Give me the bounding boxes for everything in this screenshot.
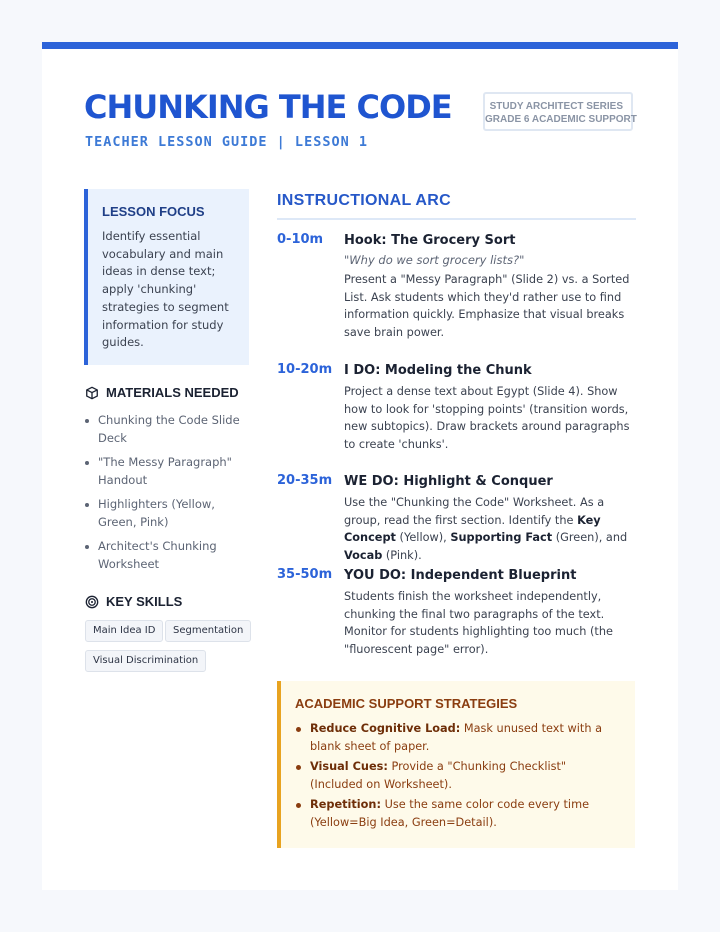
arc-step-quote: "Why do we sort grocery lists?" [344, 253, 525, 267]
strategy-label: Repetition: [310, 798, 381, 811]
strategy-label: Visual Cues: [310, 760, 388, 773]
arc-step-description: Present a "Messy Paragraph" (Slide 2) vs. a Sorted List. Ask students which they'd rather use to find information quickly. Emphasize that visual breaks save brain power. [344, 273, 630, 340]
academic-support-box [277, 681, 635, 848]
list-item [295, 720, 621, 755]
list-item [295, 758, 621, 793]
list-item [295, 796, 621, 831]
strategy-text: Provide a "Chunking Checklist" (Included on Worksheet). [310, 760, 567, 791]
arc-step-title: Hook: The Grocery Sort [344, 233, 516, 248]
list-item: Architect's Chunking Worksheet [85, 538, 255, 573]
cube-icon [85, 386, 99, 400]
arc-step-description: Students finish the worksheet independently, chunking the final two paragraphs of the text. Monitor for students highlighting too much (the "fluorescent page" error). [344, 590, 613, 657]
page-title: CHUNKING THE CODE [84, 88, 452, 126]
instructional-arc-heading: INSTRUCTIONAL ARC [277, 192, 636, 220]
materials-heading [85, 385, 239, 400]
arc-step-title: WE DO: Highlight & Conquer [344, 474, 553, 489]
lesson-page [42, 42, 678, 890]
arc-step-description: Project a dense text about Egypt (Slide 4). Show how to look for 'stopping points' (transition words, new subtopics). Draw brackets around paragraphs to create 'chunks'. [344, 385, 630, 452]
key-concept-term: Key Concept [344, 513, 601, 545]
lesson-focus-title: LESSON FOCUS [102, 204, 205, 219]
support-list [295, 720, 621, 831]
skills-heading [85, 594, 182, 609]
skills-title: KEY SKILLS [106, 594, 183, 609]
list-item: Chunking the Code Slide Deck [85, 412, 255, 447]
skill-tag: Visual Discrimination [85, 650, 206, 672]
target-icon [85, 595, 99, 609]
strategy-text: Mask unused text with a blank sheet of paper. [310, 722, 602, 753]
list-item: "The Messy Paragraph" Handout [85, 454, 255, 489]
series-badge [483, 92, 637, 131]
desc-text: Use the "Chunking the Code" Worksheet. As a group, read the first section. Identify the [344, 496, 605, 527]
page-subtitle: TEACHER LESSON GUIDE | LESSON 1 [85, 134, 368, 150]
vocab-term: Vocab [344, 549, 383, 563]
strategy-label: Reduce Cognitive Load: [310, 722, 461, 735]
arc-step-time: 35-50m [277, 567, 333, 582]
list-item: Highlighters (Yellow, Green, Pink) [85, 496, 255, 531]
lesson-focus-text: Identify essential vocabulary and main ideas in dense text; apply 'chunking' strategies to segment information for study guides. [102, 229, 229, 350]
materials-title: MATERIALS NEEDED [106, 385, 239, 400]
arc-step-title: I DO: Modeling the Chunk [344, 363, 532, 378]
skill-tag: Main Idea ID [85, 620, 163, 642]
arc-step-description [344, 494, 637, 565]
lesson-focus-box [84, 189, 249, 365]
materials-list [85, 412, 255, 580]
arc-step-time: 10-20m [277, 362, 333, 377]
series-line: STUDY ARCHITECT SERIES [489, 101, 623, 112]
grade-line: GRADE 6 ACADEMIC SUPPORT [485, 114, 637, 125]
academic-support-title: ACADEMIC SUPPORT STRATEGIES [295, 696, 518, 711]
arc-step-time: 0-10m [277, 232, 324, 247]
arc-step-time: 20-35m [277, 473, 333, 488]
desc-text: (Pink). [382, 549, 422, 563]
desc-text: (Yellow), [395, 531, 451, 545]
top-accent-bar [42, 42, 678, 49]
supporting-fact-term: Supporting Fact [450, 531, 553, 545]
arc-step-title: YOU DO: Independent Blueprint [344, 568, 577, 583]
skill-tag: Segmentation [165, 620, 251, 642]
desc-text: (Green), and [552, 531, 628, 545]
strategy-text: Use the same color code every time (Yellow=Big Idea, Green=Detail). [310, 798, 590, 829]
